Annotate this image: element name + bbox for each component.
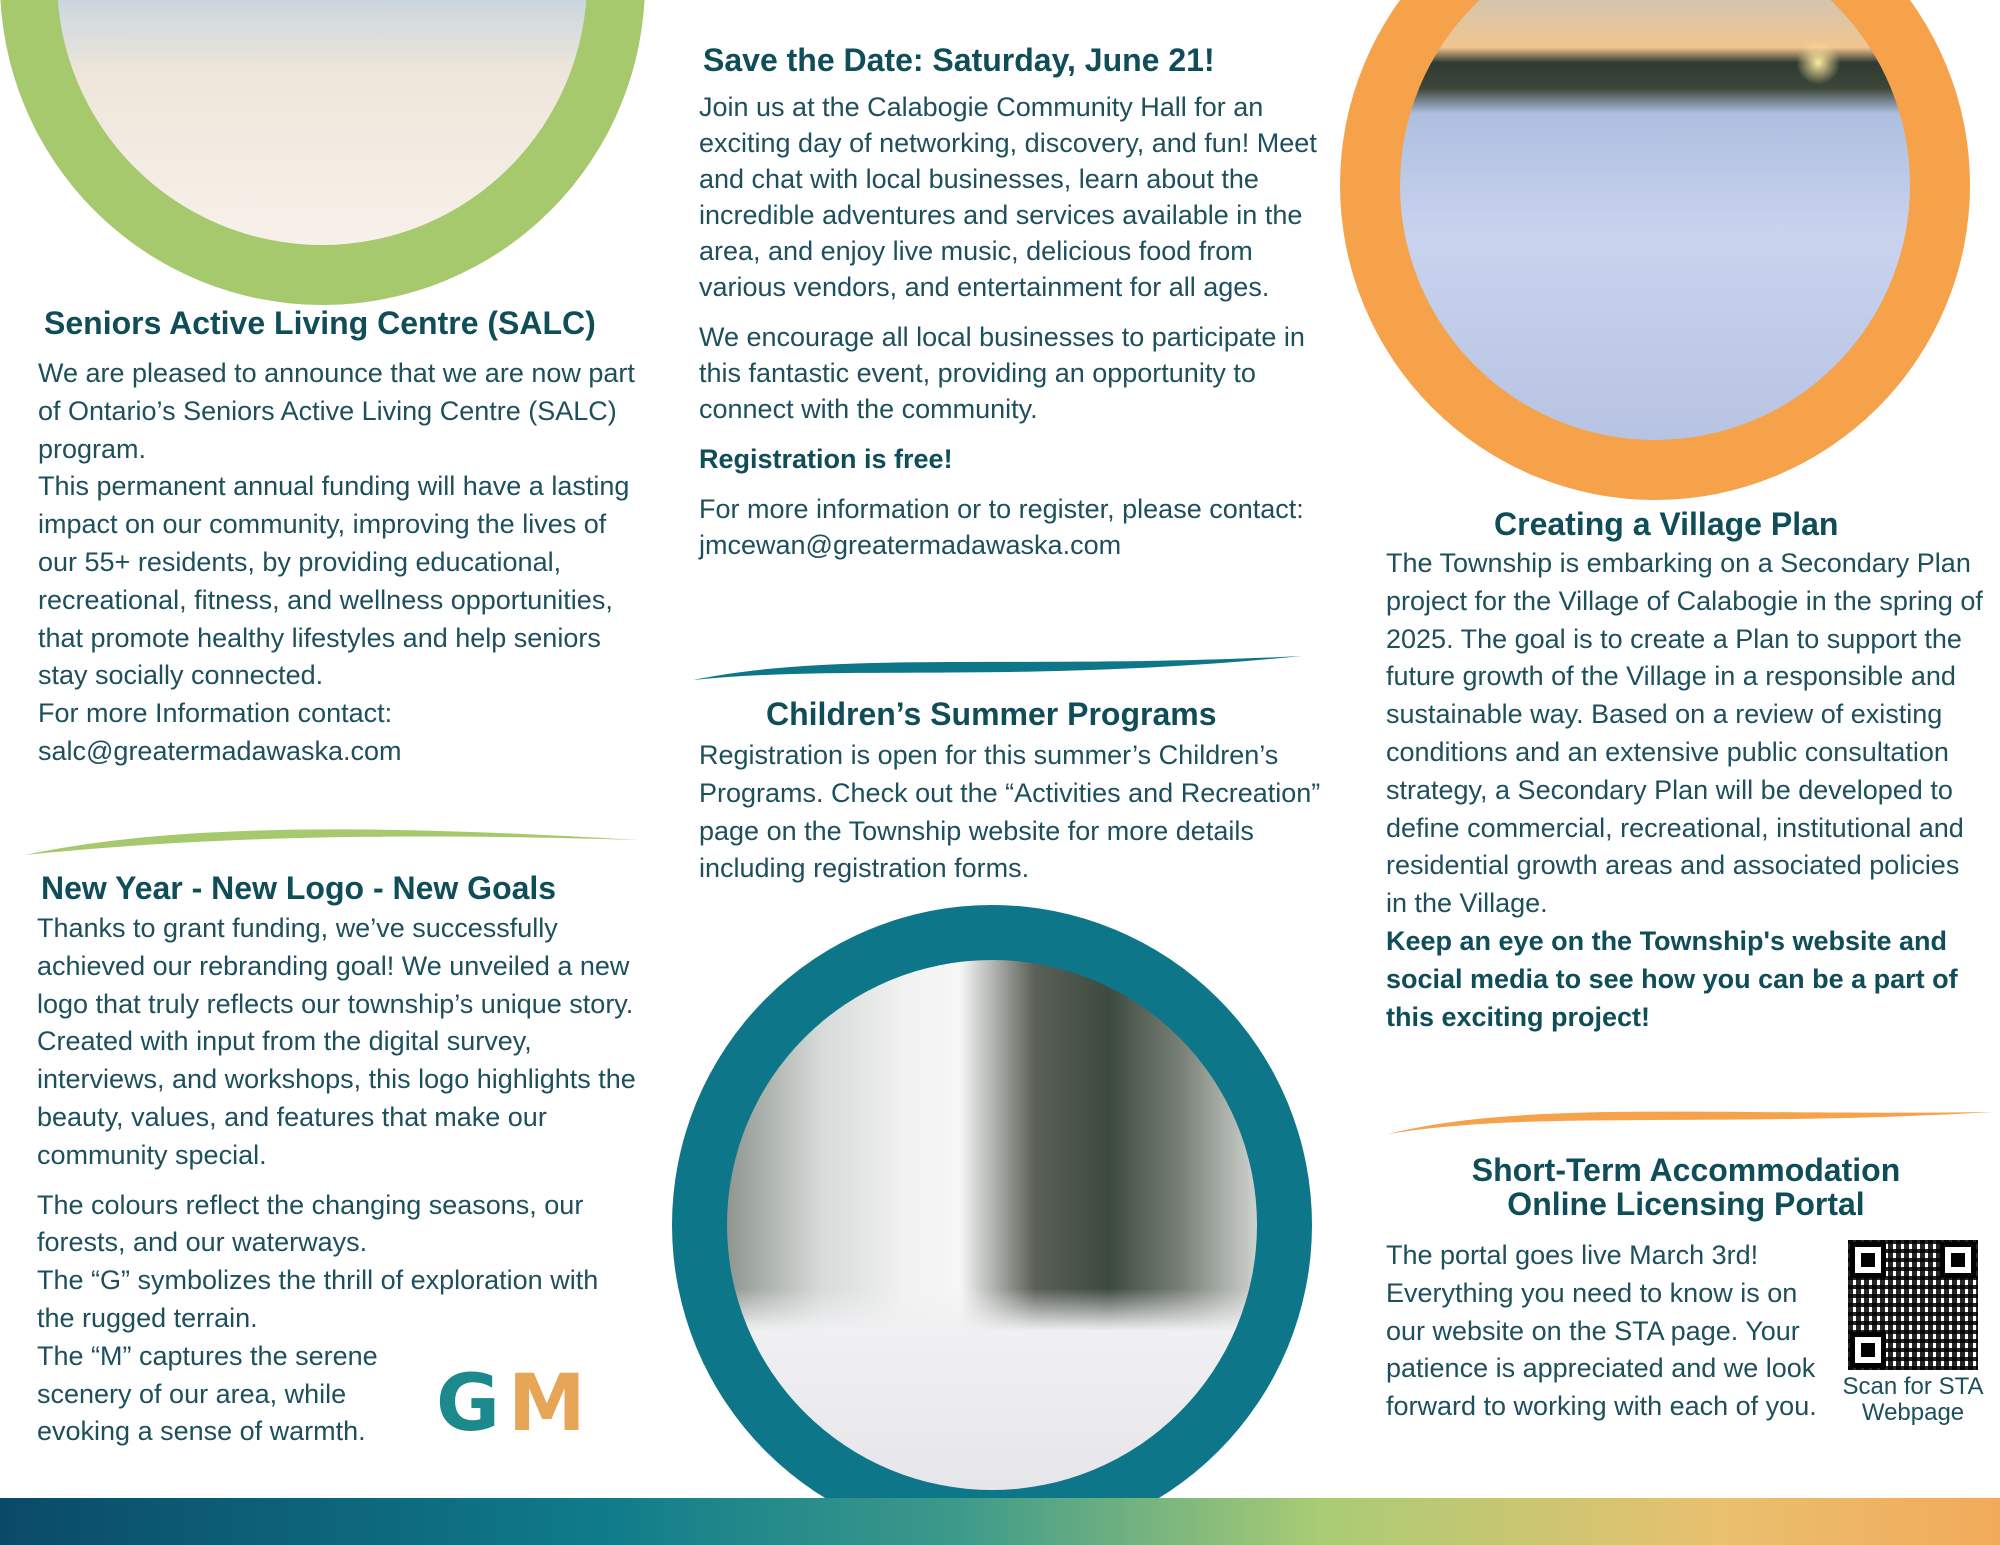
logo-section-title: New Year - New Logo - New Goals	[41, 870, 557, 906]
salc-para-3: For more Information contact:	[38, 698, 393, 729]
village-callout: Keep an eye on the Township's website and social media to see how you can be a part of this exciting project!	[1386, 925, 1958, 1032]
salc-email[interactable]: salc@greatermadawaska.com	[38, 735, 402, 766]
event-free-note: Registration is free!	[699, 444, 953, 474]
children-para-1: Registration is open for this summer’s Children’s Programs. Check out the “Activities and Recreation” page on the Township website for more details including registration forms.	[699, 740, 1321, 884]
qr-caption: Scan for STA Webpage	[1842, 1373, 1984, 1426]
salc-body	[38, 355, 638, 771]
sta-body	[1386, 1237, 1826, 1426]
children-body	[699, 737, 1324, 888]
event-para-2: We encourage all local businesses to participate in this fantastic event, providing an opportunity to connect with the community.	[699, 322, 1305, 424]
event-para-1: Join us at the Calabogie Community Hall for an exciting day of networking, discovery, and fun! Meet and chat with local businesses, learn about the incredible adventures and services available in the area, and enjoy live music, delicious food from various vendors, and entertainment for all ages.	[699, 92, 1317, 302]
event-body	[699, 89, 1321, 563]
sta-title-line-2: Online Licensing Portal	[1507, 1186, 1865, 1222]
village-title: Creating a Village Plan	[1494, 506, 1839, 542]
salc-para-1: We are pleased to announce that we are now part of Ontario’s Seniors Active Living Centre (SALC) program.	[38, 358, 635, 464]
teal-wave-divider	[690, 650, 1305, 686]
logo-para-1: Thanks to grant funding, we’ve successfully achieved our rebranding goal! We unveiled a new logo that truly reflects our township’s unique story. Created with input from the digital survey, interviews, and workshops, this logo highlights the beauty, values, and features that make our community special.	[37, 913, 636, 1170]
green-wave-divider	[20, 828, 640, 858]
event-para-3: For more information or to register, please contact: jmcewan@greatermadawaska.com	[699, 494, 1304, 560]
sta-para-1: The portal goes live March 3rd! Everything you need to know is on our website on the STA page. Your patience is appreciated and we look forward to working with each of you.	[1386, 1240, 1817, 1422]
salc-para-2: This permanent annual funding will have a lasting impact on our community, improving the lives of our 55+ residents, by providing educational, recreational, fitness, and wellness opportunities, that promote healthy lifestyles and help seniors stay socially connected.	[38, 471, 630, 691]
logo-letter-m: M	[508, 1359, 586, 1449]
event-title: Save the Date: Saturday, June 21!	[703, 42, 1215, 78]
children-title: Children’s Summer Programs	[766, 696, 1217, 732]
village-body	[1386, 545, 1986, 1036]
logo-para-2: The colours reflect the changing seasons, our forests, and our waterways.	[37, 1189, 584, 1258]
snowy-road-photo	[727, 960, 1257, 1490]
footer-gradient-bar	[0, 1498, 2000, 1545]
sta-title-line-1: Short-Term Accommodation	[1471, 1152, 1901, 1188]
logo-para-3: The “G” symbolizes the thrill of exploration with the rugged terrain.	[37, 1265, 599, 1333]
village-para-1: The Township is embarking on a Secondary Plan project for the Village of Calabogie in the spring of 2025. The goal is to create a Plan to support the future growth of the Village in a responsible and sustainable way. Based on a review of existing conditions and an extensive public consultation strategy, a Secondary Plan will be developed to define commercial, recreational, institutional and residential growth areas and associated policies in the Village.	[1386, 548, 1983, 919]
logo-letter-g: G	[436, 1359, 501, 1449]
sta-qr-code[interactable]	[1848, 1240, 1978, 1370]
orange-wave-divider	[1385, 1102, 1995, 1138]
sta-title	[1386, 1153, 1986, 1221]
salc-title: Seniors Active Living Centre (SALC)	[44, 305, 596, 341]
logo-para-4: The “M” captures the serene scenery of our area, while evoking a sense of warmth.	[37, 1340, 378, 1447]
